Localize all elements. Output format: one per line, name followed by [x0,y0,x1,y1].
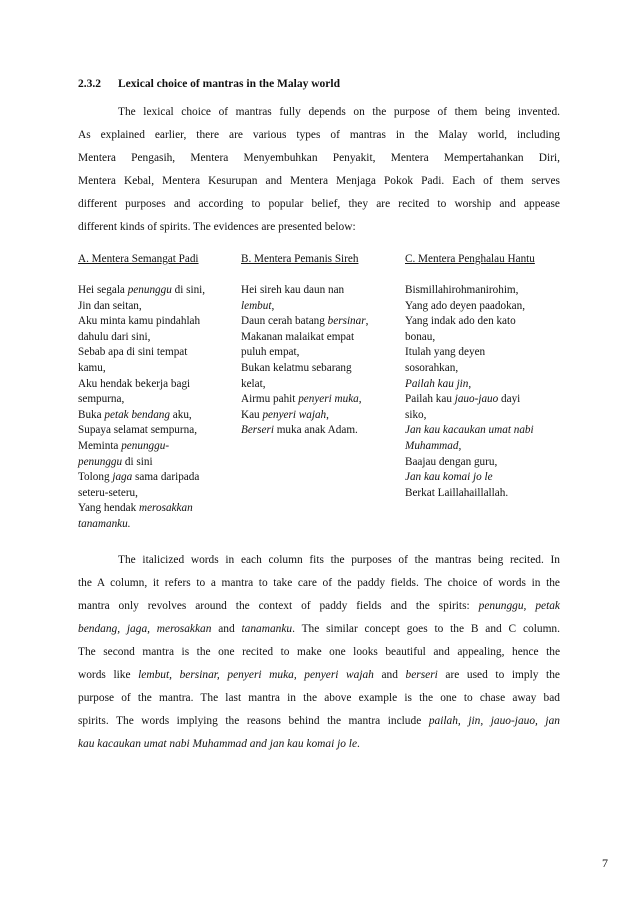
mantra-line: lembut, [241,299,275,312]
mantra-line: sosorahkan, [405,361,459,374]
column-a-text [78,283,238,533]
column-b [241,252,401,439]
mantra-line: sempurna, [78,393,125,406]
paragraph-line: words like lembut, bersinar, penyeri muka, penyeri wajah and berseri are used to imply the [78,669,560,681]
paragraph-line: purpose of the mantra. The last mantra in the above example is the one to chase away bad [78,692,560,704]
mantra-line: Yang ado deyen paadokan, [405,299,526,312]
mantra-line: Yang indak ado den kato [405,315,516,328]
mantra-line: Itulah yang deyen [405,346,486,359]
mantra-line: Baajau dengan guru, [405,455,498,468]
analysis-paragraph [78,549,560,756]
column-b-text [241,283,401,439]
mantra-line: Hei segala penunggu di sini, [78,284,206,296]
mantra-line: Aku minta kamu pindahlah [78,315,201,328]
mantra-line: Yang hendak merosakkan [78,502,193,515]
mantra-line: Kau penyeri wajah, [241,408,329,421]
mantra-line: Airmu pahit penyeri muka, [241,393,362,406]
column-a [78,252,238,533]
mantra-line: Buka petak bendang aku, [78,408,192,421]
paragraph-line: The lexical choice of mantras fully depends on the purpose of them being invented. [118,106,560,118]
column-c-text [405,283,565,501]
mantra-line: Berkat Laillahaillallah. [405,486,509,499]
mantra-line: Meminta penunggu- [78,439,170,452]
mantra-line: Bukan kelatmu sebarang [241,361,352,374]
mantra-line: Pailah kau jin, [405,377,472,390]
paragraph-line: different kinds of spirits. The evidences are presented below: [78,221,356,233]
section-heading [78,78,340,90]
mantra-line: puluh empat, [241,346,300,359]
mantra-line: Jin dan seitan, [78,299,142,312]
paragraph-line: different purposes and according to popular belief, they are recited to worship and appease [78,198,560,210]
mantra-line: Makanan malaikat empat [241,330,355,343]
mantra-line: Berseri muka anak Adam. [241,424,358,437]
paragraph-line: kau kacaukan umat nabi Muhammad and jan kau komai jo le. [78,738,360,750]
mantra-line: penunggu di sini [78,455,153,468]
paragraph-line: mantra only revolves around the context of paddy fields and the spirits: penunggu, petak [78,600,560,612]
paragraph-line: Mentera Kebal, Mentera Kesurupan and Mentera Menjaga Pokok Padi. Each of them serves [78,175,560,187]
paragraph-line: the A column, it refers to a mantra to take care of the paddy fields. The choice of words in the [78,577,560,589]
mantra-line: siko, [405,408,427,421]
mantra-line: kelat, [241,377,266,390]
mantra-line: Bismillahirohmanirohim, [405,284,519,296]
page-number: 7 [602,856,608,870]
mantra-line: Aku hendak bekerja bagi [78,377,191,390]
mantra-line: bonau, [405,330,436,343]
mantra-line: Daun cerah batang bersinar, [241,315,369,328]
column-a-title: A. Mentera Semangat Padi [78,253,199,265]
mantra-line: Jan kau kacaukan umat nabi [405,424,534,437]
column-c [405,252,565,501]
paragraph-line: spirits. The words implying the reasons behind the mantra include pailah, jin, jauo-jauo, jan [78,715,560,727]
paragraph-line: Mentera Pengasih, Mentera Menyembuhkan Penyakit, Mentera Mempertahankan Diri, [78,152,560,164]
section-number: 2.3.2 [78,78,101,90]
mantra-line: Tolong jaga sama daripada [78,471,200,484]
mantra-line: dahulu dari sini, [78,330,151,343]
mantra-line: kamu, [78,361,106,374]
mantra-line: Muhammad, [405,439,462,452]
intro-paragraph [78,101,560,239]
column-b-title: B. Mentera Pemanis Sireh [241,253,359,265]
paragraph-line: The second mantra is the one recited to make one looks beautiful and appealing, hence the [78,646,560,658]
mantra-line: Hei sireh kau daun nan [241,284,345,296]
mantra-line: Supaya selamat sempurna, [78,424,197,437]
column-c-title: C. Mentera Penghalau Hantu [405,253,535,265]
mantra-line: Sebab apa di sini tempat [78,346,188,359]
paragraph-line: bendang, jaga, merosakkan and tanamanku. The similar concept goes to the B and C column. [78,623,560,635]
paragraph-line: The italicized words in each column fits the purposes of the mantras being recited. In [118,554,560,566]
mantra-line: Jan kau komai jo le [405,471,493,484]
mantra-line: tanamanku. [78,517,131,530]
mantra-line: seteru-seteru, [78,486,138,499]
mantra-line: Pailah kau jauo-jauo dayi [405,393,521,406]
section-title: Lexical choice of mantras in the Malay world [118,78,340,90]
paragraph-line: As explained earlier, there are various types of mantras in the Malay world, including [78,129,560,141]
